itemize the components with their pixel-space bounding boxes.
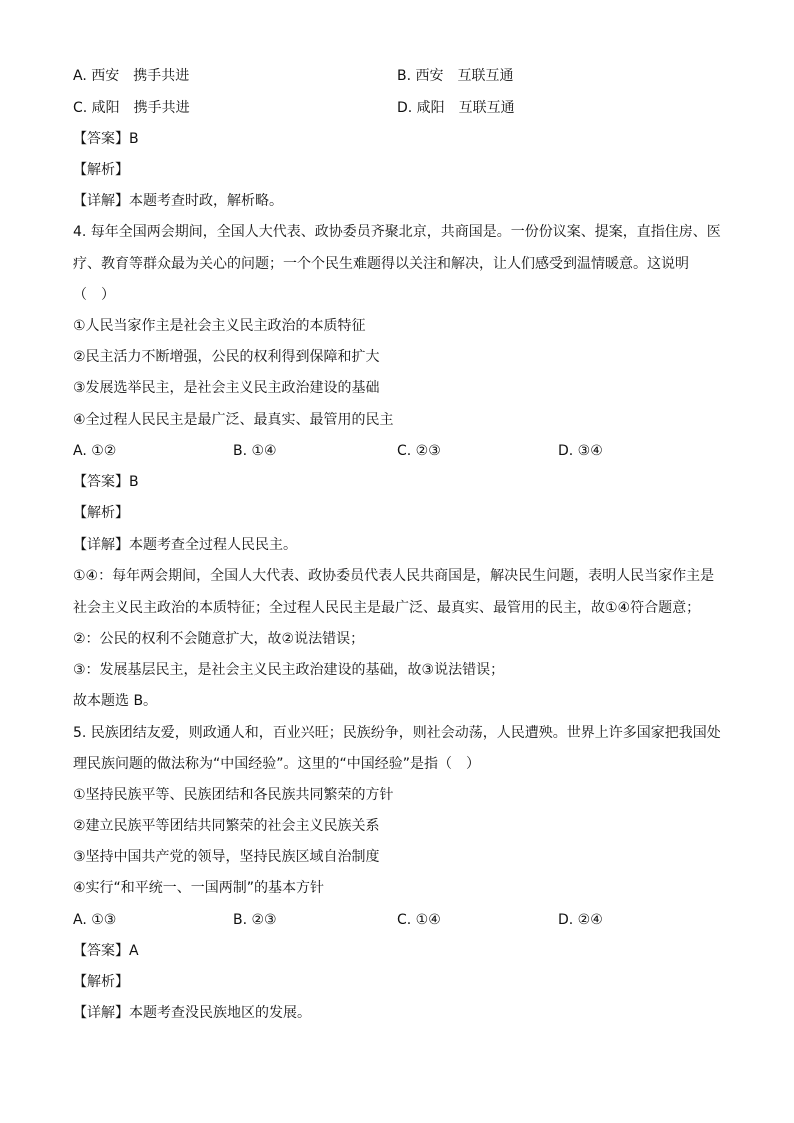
q4-paren: （ ）: [73, 287, 115, 303]
q3-detail: 【详解】本题考查时政，解析略。: [73, 193, 283, 209]
q4-answer: 【答案】B: [73, 474, 139, 490]
q4-explain-1: ①④：每年两会期间，全国人大代表、政协委员代表人民共商国是，解决民生问题，表明人民当家作主是: [73, 568, 715, 584]
q4-detail: 【详解】本题考查全过程人民民主。: [73, 537, 297, 553]
q4-option-d: D. ③④: [558, 443, 603, 459]
q5-statement-1: ①坚持民族平等、民族团结和各民族共同繁荣的方针: [73, 787, 394, 803]
q5-stem-line2: 理民族问题的做法称为“中国经验”。这里的“中国经验”是指（ ）: [73, 756, 481, 772]
q3-analysis-label: 解析: [87, 162, 115, 178]
q4-stem-line1: 4. 每年全国两会期间，全国人大代表、政协委员齐聚北京，共商国是。一份份议案、提案，直指住房、医: [73, 224, 721, 240]
q4-analysis: 【解析】: [73, 505, 129, 521]
q4-explain-2: 社会主义民主政治的本质特征；全过程人民民主是最广泛、最真实、最管用的民主，故①④符合题意；: [73, 600, 701, 616]
q4-explain-5: 故本题选 B。: [73, 693, 158, 709]
q3-option-b: B. 西安 互联互通: [397, 68, 514, 84]
q4-option-a: A. ①②: [73, 443, 117, 459]
q3-option-c: C. 咸阳 携手共进: [73, 100, 190, 116]
q4-stem-line2: 疗、教育等群众最为关心的问题；一个个民生难题得以关注和解决，让人们感受到温情暖意。这说明: [73, 256, 689, 272]
q5-option-c: C. ①④: [397, 912, 441, 928]
q3-answer: 【答案】B: [73, 131, 139, 147]
q4-statement-1: ①人民当家作主是社会主义民主政治的本质特征: [73, 318, 366, 334]
q3-analysis: 【解析】: [73, 162, 129, 178]
q4-statement-2: ②民主活力不断增强，公民的权利得到保障和扩大: [73, 349, 380, 365]
q5-analysis-label: 解析: [87, 974, 115, 990]
q5-statement-3: ③坚持中国共产党的领导，坚持民族区域自治制度: [73, 849, 380, 865]
q5-statement-4: ④实行“和平统一、一国两制”的基本方针: [73, 880, 325, 896]
q5-analysis: 【解析】: [73, 974, 129, 990]
q4-explain-4: ③：发展基层民主，是社会主义民主政治建设的基础，故③说法错误；: [73, 662, 505, 678]
q5-detail: 【详解】本题考查没民族地区的发展。: [73, 1005, 311, 1021]
q4-analysis-label: 解析: [87, 505, 115, 521]
q3-option-a: A. 西安 携手共进: [73, 68, 190, 84]
q5-option-b: B. ②③: [233, 912, 277, 928]
q4-option-c: C. ②③: [397, 443, 441, 459]
q5-option-a: A. ①③: [73, 912, 117, 928]
q5-option-d: D. ②④: [558, 912, 603, 928]
q4-statement-3: ③发展选举民主，是社会主义民主政治建设的基础: [73, 380, 380, 396]
q4-option-b: B. ①④: [233, 443, 277, 459]
q3-option-d: D. 咸阳 互联互通: [397, 100, 515, 116]
q5-answer: 【答案】A: [73, 943, 139, 959]
q4-explain-3: ②：公民的权利不会随意扩大，故②说法错误；: [73, 631, 365, 647]
q4-statement-4: ④全过程人民民主是最广泛、最真实、最管用的民主: [73, 412, 394, 428]
q5-stem-line1: 5. 民族团结友爱，则政通人和，百业兴旺；民族纷争，则社会动荡，人民遭殃。世界上许多国家把我国处: [73, 725, 721, 741]
q5-statement-2: ②建立民族平等团结共同繁荣的社会主义民族关系: [73, 818, 380, 834]
